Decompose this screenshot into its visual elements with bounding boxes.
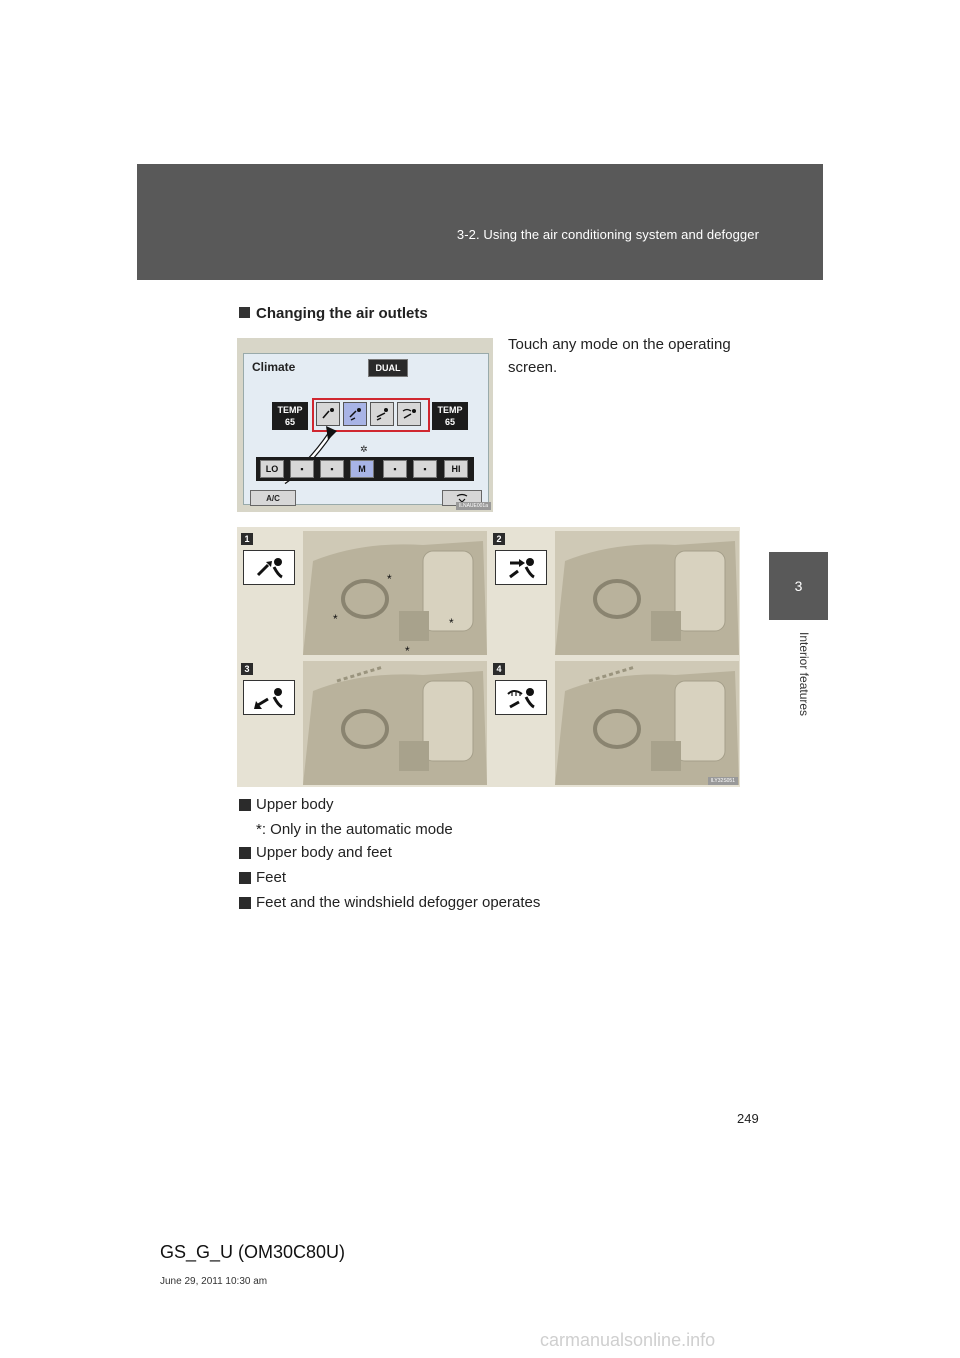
legend-number-marker (239, 847, 251, 859)
header-bar (137, 164, 823, 280)
bullet-square-icon (239, 307, 250, 318)
legend-note: *: Only in the automatic mode (256, 821, 453, 838)
legend-text: Feet (256, 869, 287, 886)
svg-text:*: * (333, 612, 338, 626)
fan-step-button: ▪ (383, 460, 407, 478)
fan-speed-row (256, 457, 474, 481)
chapter-tab: 3 (769, 552, 828, 620)
mode-legend (239, 794, 541, 917)
legend-item (239, 892, 541, 917)
car-interior-illustration (555, 531, 739, 655)
face-vent-icon (243, 550, 295, 585)
quadrant-number: 1 (241, 533, 253, 545)
pointer-arrow (244, 354, 488, 504)
section-heading-text: Changing the air outlets (256, 305, 428, 322)
legend-number-marker (239, 897, 251, 909)
fan-step-button: ▪ (320, 460, 344, 478)
legend-text: Upper body (256, 796, 334, 813)
section-heading (239, 305, 428, 322)
fan-step-button: ▪ (413, 460, 437, 478)
page-number: 249 (737, 1111, 759, 1126)
temp-left-label: TEMP (277, 405, 303, 415)
air-outlets-figure (237, 527, 740, 787)
quadrant-number: 4 (493, 663, 505, 675)
quadrant-number: 3 (241, 663, 253, 675)
legend-item (239, 867, 436, 892)
foot-vent-icon (243, 680, 295, 715)
bi-level-vent-icon (495, 550, 547, 585)
fan-step-button: ▪ (290, 460, 314, 478)
legend-number-marker (239, 799, 251, 811)
outlet-quadrant (237, 527, 487, 655)
legend-number-marker (239, 872, 251, 884)
legend-text: Feet and the windshield defogger operates (256, 894, 541, 911)
dual-button: DUAL (368, 359, 408, 377)
legend-item (239, 842, 436, 867)
fan-m-button: M (350, 460, 374, 478)
foot-defrost-vent-icon (495, 680, 547, 715)
svg-text:*: * (405, 644, 410, 655)
instruction-text: Touch any mode on the operating screen. (508, 336, 731, 376)
outlet-quadrant (489, 657, 739, 785)
climate-screen-panel (243, 353, 489, 505)
outlet-quadrant (489, 527, 739, 655)
temp-right-label: TEMP (437, 405, 463, 415)
figure-code: ILNAUE001a (456, 502, 491, 510)
fan-lo-button: LO (260, 460, 284, 478)
figure-code: ILY32S051 (708, 777, 738, 785)
ac-button: A/C (250, 490, 296, 506)
climate-screen-title: Climate (252, 360, 296, 374)
car-interior-illustration (303, 531, 487, 655)
chapter-label: Interior features (797, 632, 811, 717)
document-date: June 29, 2011 10:30 am (160, 1276, 268, 1287)
fan-icon: ✲ (360, 444, 368, 454)
car-interior-illustration (555, 661, 739, 785)
temp-left-value: 65 (284, 417, 295, 427)
outlet-quadrant (237, 657, 487, 785)
climate-screen-figure (237, 338, 493, 512)
temp-right-value: 65 (444, 417, 455, 427)
legend-text: Upper body and feet (256, 844, 392, 861)
svg-text:*: * (449, 616, 454, 630)
document-id: GS_G_U (OM30C80U) (160, 1242, 346, 1262)
watermark: carmanualsonline.info (540, 1330, 716, 1350)
section-title: 3-2. Using the air conditioning system and defogger (456, 227, 759, 242)
car-interior-illustration (303, 661, 487, 785)
fan-hi-button: HI (444, 460, 468, 478)
quadrant-number: 2 (493, 533, 505, 545)
legend-item (239, 794, 436, 819)
svg-text:*: * (387, 572, 392, 586)
